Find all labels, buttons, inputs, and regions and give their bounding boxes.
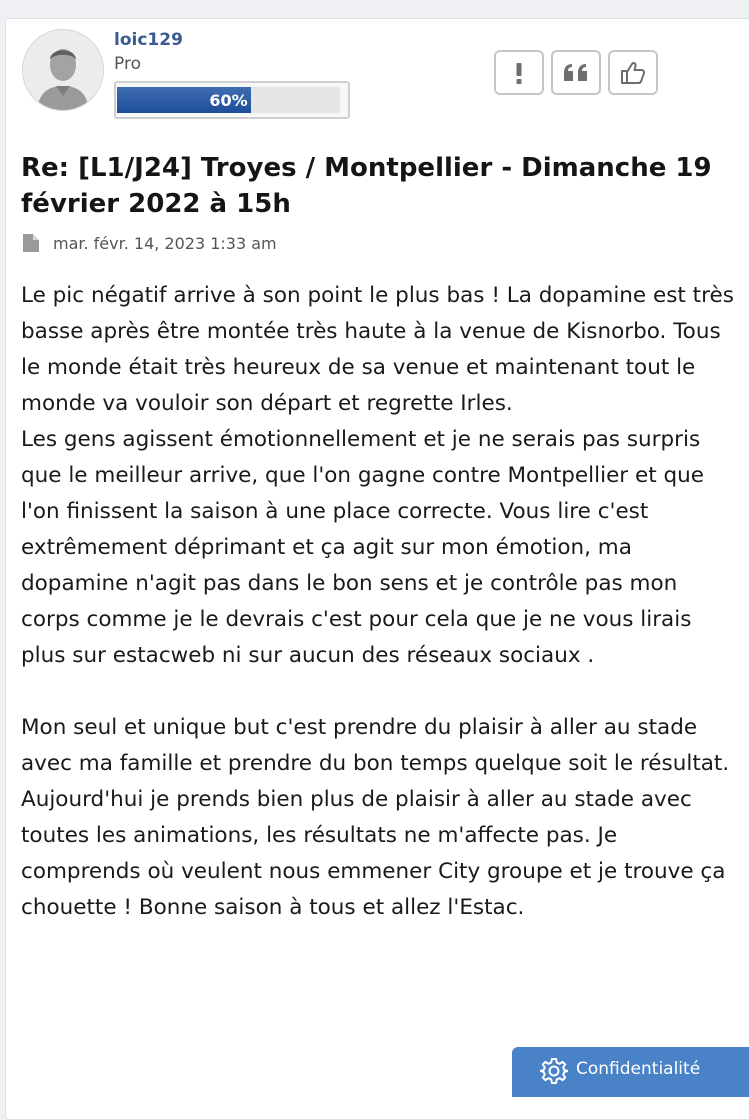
post-paragraph: Les gens agissent émotionnellement et je ne serais pas surpris que le meilleur arrive, que l'on gagne contre Montpellier et que l'on finissent la saison à une place correcte. Vous lire c'est extrêmement déprimant et ça agit sur mon émotion, ma dopamine n'agit pas dans le bon sens et je contrôle pas mon corps comme je le devrais c'est pour cela que je ne vous lirais plus sur estacweb ni sur aucun des réseaux sociaux . bbox=[21, 427, 704, 668]
post-date: mar. févr. 14, 2023 1:33 am bbox=[53, 233, 277, 253]
gear-icon bbox=[540, 1057, 568, 1085]
post-actions bbox=[494, 50, 658, 95]
privacy-settings-button[interactable] bbox=[512, 1047, 749, 1097]
report-button[interactable] bbox=[494, 50, 544, 95]
like-button[interactable] bbox=[608, 50, 658, 95]
user-rank: Pro bbox=[114, 54, 141, 74]
post-paragraph: Mon seul et unique but c'est prendre du plaisir à aller au stade avec ma famille et prendre du bon temps quelque soit le résultat. Aujourd'hui je prends bien plus de plaisir à aller au stade avec toutes les animations, les résultats ne m'affecte pas. Je comprends où veulent nous emmener City groupe et je trouve ça chouette ! Bonne saison à tous et allez l'Estac. bbox=[21, 715, 730, 920]
username[interactable]: loic129 bbox=[114, 30, 183, 50]
post-paragraph: Le pic négatif arrive à son point le plus bas ! La dopamine est très basse après être montée très haute à la venue de Kisnorbo. Tous le monde était très heureux de sa venue et maintenant tout le monde va vouloir son départ et regrette Irles. bbox=[21, 283, 734, 416]
post-body bbox=[21, 278, 741, 926]
quote-icon bbox=[563, 63, 589, 83]
post-title: Re: [L1/J24] Troyes / Montpellier - Dimanche 19 février 2022 à 15h bbox=[21, 153, 712, 219]
thumbs-up-icon bbox=[620, 60, 646, 86]
privacy-settings-label: Confidentialité bbox=[576, 1059, 701, 1079]
quote-button[interactable] bbox=[551, 50, 601, 95]
progress-track bbox=[117, 87, 340, 113]
user-silhouette-icon bbox=[23, 30, 103, 110]
exclamation-icon bbox=[512, 61, 526, 85]
document-icon bbox=[22, 233, 40, 253]
progress-label: 60% bbox=[209, 91, 248, 110]
post-meta bbox=[22, 231, 277, 255]
avatar[interactable] bbox=[22, 29, 104, 111]
rank-progress-bar bbox=[114, 81, 350, 119]
